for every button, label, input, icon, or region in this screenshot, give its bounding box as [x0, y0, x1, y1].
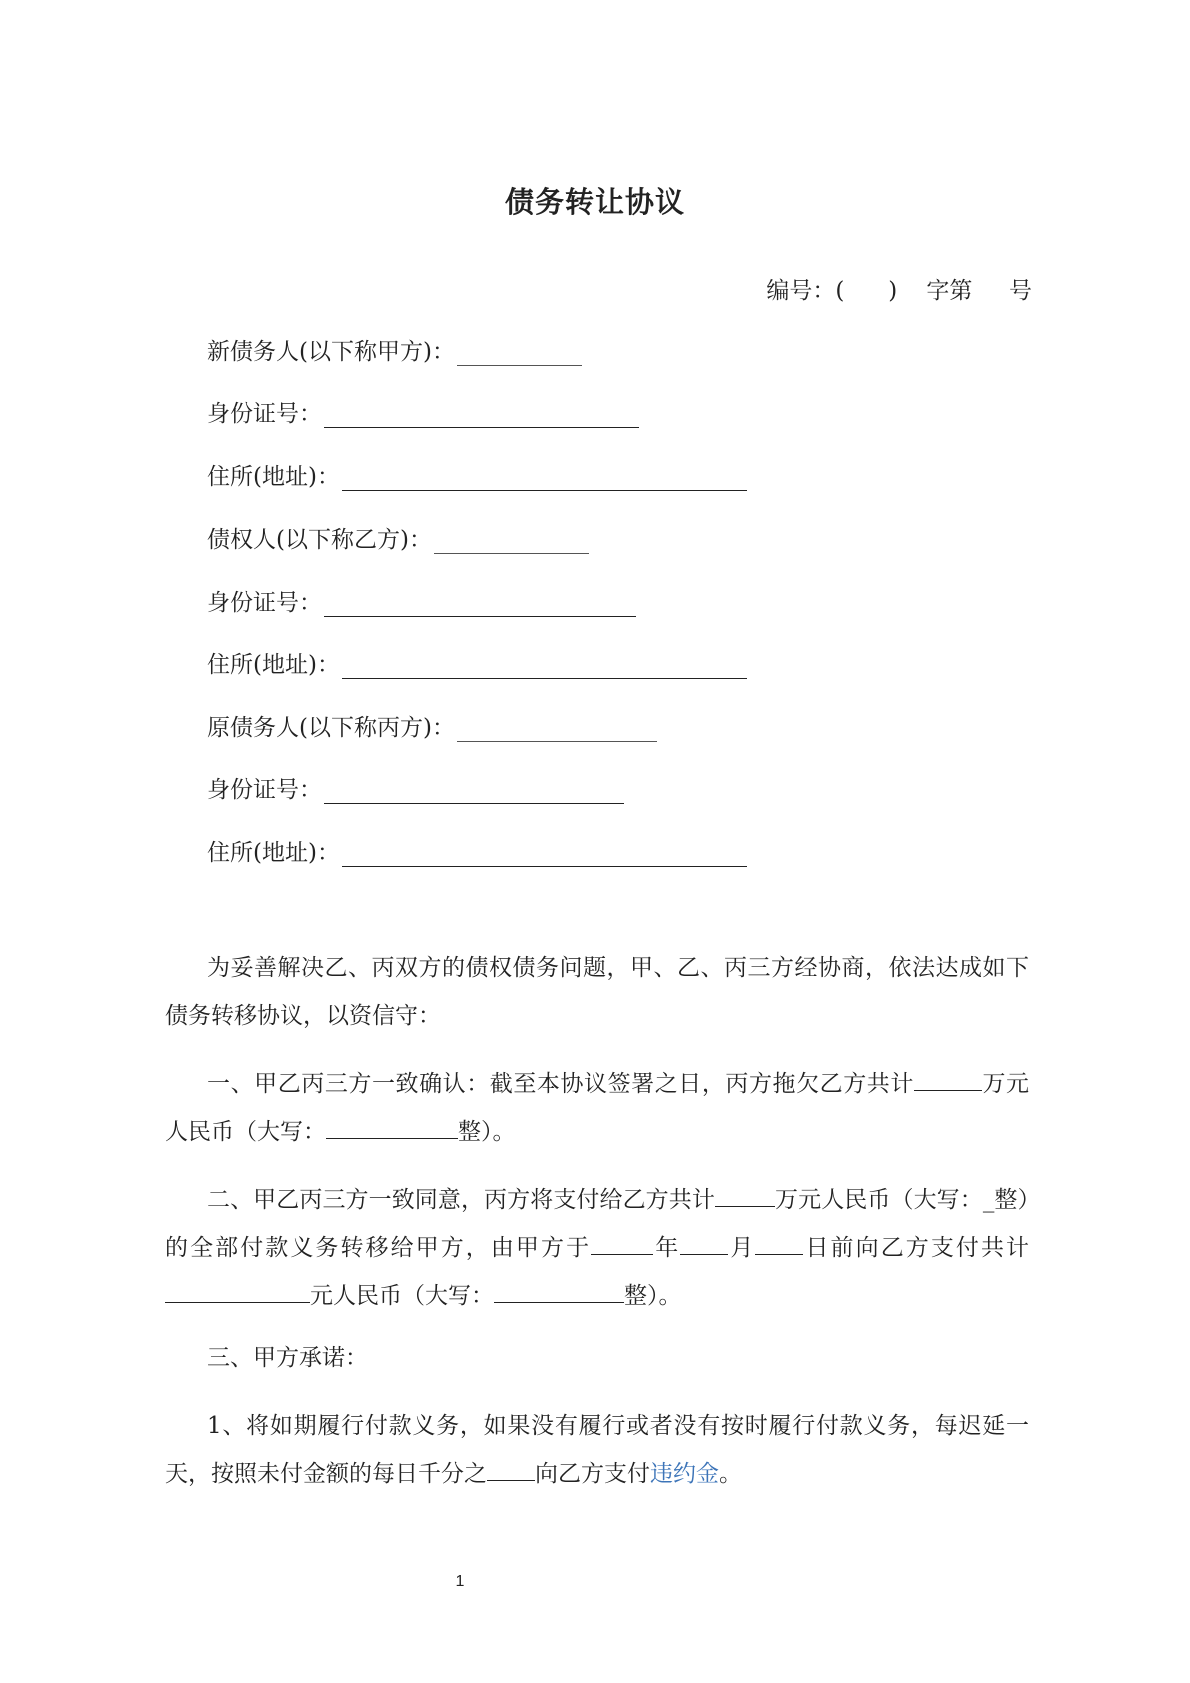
- clause-3-item-1: [165, 1402, 1029, 1498]
- fill-blank: [324, 781, 624, 804]
- penalty-link[interactable]: 违约金: [650, 1461, 719, 1487]
- fill-blank: [457, 719, 657, 742]
- fill-blank: [680, 1234, 728, 1255]
- clause-text: 。: [719, 1461, 742, 1487]
- field-label: 身份证号：: [207, 401, 322, 427]
- fill-blank: [342, 844, 747, 867]
- fill-blank: [165, 1282, 310, 1303]
- clause-2: [165, 1176, 1029, 1320]
- field-label: 身份证号：: [207, 590, 322, 616]
- clause-1: [165, 1060, 1029, 1156]
- fill-blank: [755, 1234, 803, 1255]
- fill-blank: [715, 1186, 775, 1207]
- clause-text: 元人民币（大写：: [310, 1283, 494, 1309]
- fill-blank: [457, 343, 582, 366]
- fill-blank: [914, 1070, 982, 1091]
- field-label: 住所(地址)：: [207, 652, 340, 678]
- fill-blank: [324, 594, 636, 617]
- new-debtor-field: [207, 333, 582, 366]
- fill-blank: [591, 1234, 653, 1255]
- field-label: 原债务人(以下称丙方)：: [207, 715, 455, 741]
- clause-text: 二、甲乙丙三方一致同意，丙方将支付给乙方共计: [207, 1187, 715, 1213]
- clause-text: 月: [728, 1235, 756, 1261]
- field-label: 新债务人(以下称甲方)：: [207, 339, 455, 365]
- field-label: 债权人(以下称乙方)：: [207, 527, 432, 553]
- document-number: 编号：( ) 字第 号: [766, 278, 1032, 304]
- creditor-field: [207, 521, 589, 554]
- clause-text: 日前向乙方支付共计: [803, 1235, 1030, 1261]
- fill-blank: [326, 1118, 458, 1139]
- new-debtor-address-field: [207, 458, 747, 491]
- clause-text: 整）。: [458, 1119, 516, 1145]
- clause-text: 1、将如期履行付款义务，如果没有履行或者没有按时履行付款义务，每迟延一天，按照未付金额的每日千分之: [165, 1413, 1029, 1487]
- original-debtor-address-field: [207, 834, 747, 867]
- field-label: 身份证号：: [207, 777, 322, 803]
- intro-paragraph: 为妥善解决乙、丙双方的债权债务问题，甲、乙、丙三方经协商，依法达成如下债务转移协议，以资信守：: [165, 955, 1029, 1029]
- original-debtor-id-field: [207, 771, 624, 804]
- creditor-id-field: [207, 584, 636, 617]
- document-title: 债务转让协议: [504, 185, 685, 219]
- field-label: 住所(地址)：: [207, 840, 340, 866]
- fill-blank: [342, 656, 747, 679]
- clause-text: 万元人民币（大写：: [165, 1071, 1029, 1145]
- fill-blank: [487, 1460, 535, 1481]
- page-number: 1: [455, 1573, 465, 1590]
- fill-blank: [324, 405, 639, 428]
- new-debtor-id-field: [207, 395, 639, 428]
- original-debtor-field: [207, 709, 657, 742]
- clause-text: 整）。: [624, 1283, 682, 1309]
- clause-text: 万元人民币（大写：_整）的全部付款义务转移给甲方，由甲方于: [165, 1187, 1030, 1261]
- creditor-address-field: [207, 646, 747, 679]
- clause-text: 向乙方支付: [535, 1461, 650, 1487]
- clause-3-heading: 三、甲方承诺：: [207, 1345, 368, 1371]
- clause-text: 年: [653, 1235, 681, 1261]
- fill-blank: [494, 1282, 624, 1303]
- fill-blank: [342, 468, 747, 491]
- clause-text: 一、甲乙丙三方一致确认：截至本协议签署之日，丙方拖欠乙方共计: [207, 1071, 914, 1097]
- field-label: 住所(地址)：: [207, 464, 340, 490]
- fill-blank: [434, 531, 589, 554]
